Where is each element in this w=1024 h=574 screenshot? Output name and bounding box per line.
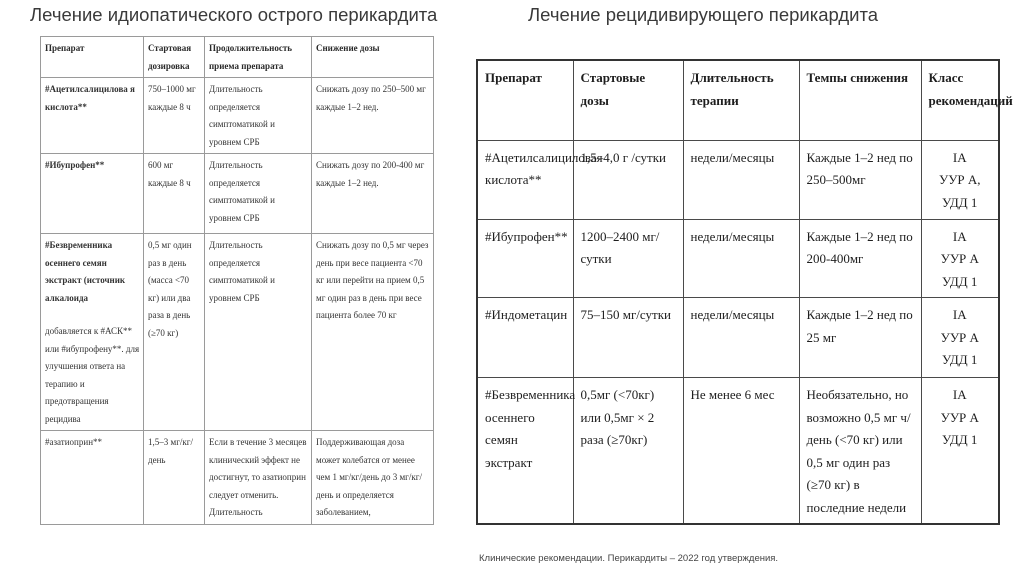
table-row — [41, 431, 434, 525]
table-row — [477, 219, 999, 298]
class-level: IA — [952, 149, 967, 165]
taper-cell: Необязательно, но возможно 0,5 мг ч/день (<70 кг) или 0,5 мг один раз (≥70 кг) в последние недели — [799, 378, 921, 525]
drug-cell — [41, 78, 144, 154]
header-therapy-duration: Длительность терапии — [683, 60, 799, 140]
class-uur: УУР А — [940, 409, 979, 425]
class-udd: УДД 1 — [942, 273, 978, 289]
class-cell — [921, 219, 999, 298]
header-taper: Снижение дозы — [312, 37, 434, 78]
class-level: IA — [952, 387, 967, 402]
dose-cell: 600 мг каждые 8 ч — [144, 154, 205, 234]
drug-name: #Ацетилсалицилова я кислота** — [45, 84, 135, 112]
class-level: IA — [952, 307, 967, 322]
recurrent-pericarditis-table — [476, 59, 1013, 525]
header-start-dose: Стартовая дозировка — [144, 37, 205, 78]
taper-cell: Поддерживающая доза может колебатся от менее чем 1 мг/кг/день до 3 мг/кг/день и определяется заболеванием, — [312, 431, 434, 525]
drug-cell: #Ибупрофен** — [477, 219, 573, 298]
drug-cell — [41, 431, 144, 525]
table-row — [477, 378, 999, 525]
class-udd: УДД 1 — [942, 194, 978, 210]
drug-cell: #Безвременника осеннего семян экстракт — [477, 378, 573, 525]
header-recommendation-class: Класс рекомендаций — [921, 60, 999, 140]
dose-cell: 750–1000 мг каждые 8 ч — [144, 78, 205, 154]
header-start-doses: Стартовые дозы — [573, 60, 683, 140]
duration-cell: Длительность определяется симптоматикой и уровнем СРБ — [205, 154, 312, 234]
taper-cell: Каждые 1–2 нед по 250–500мг — [799, 140, 921, 219]
header-drug: Препарат — [41, 37, 144, 78]
source-caption: Клинические рекомендации. Перикардиты – 2022 год утверждения. — [479, 553, 779, 564]
duration-cell: недели/месяцы — [683, 219, 799, 298]
dose-cell: 0,5мг (<70кг) или 0,5мг × 2 раза (≥70кг) — [573, 378, 683, 525]
dose-cell: 0,5 мг один раз в день (масса <70 кг) или два раза в день (≥70 кг) — [144, 234, 205, 431]
taper-cell: Каждые 1–2 нед по 25 мг — [799, 298, 921, 378]
table-header-row — [41, 37, 434, 78]
duration-cell: Если в течение 3 месяцев клинический эффект не достигнут, то азатиоприн следует отменить. Длительность — [205, 431, 312, 525]
dose-cell: 1,5–4,0 г /сутки — [573, 140, 683, 219]
duration-cell: недели/месяцы — [683, 298, 799, 378]
taper-cell: Снижать дозу по 0,5 мг через день при весе пациента <70 кг или перейти на прием 0,5 мг один раз в день при весе пациента более 70 кг — [312, 234, 434, 431]
class-cell — [921, 140, 999, 219]
header-taper-rate: Темпы снижения — [799, 60, 921, 140]
dose-cell: 1,5–3 мг/кг/день — [144, 431, 205, 525]
header-duration: Продолжительность приема препарата — [205, 37, 312, 78]
table-row — [41, 234, 434, 431]
dose-cell: 1200–2400 мг/сутки — [573, 219, 683, 298]
drug-cell: #Ацетилсалициловая кислота** — [477, 140, 573, 219]
drug-note: добавляется к #АСК** или #ибупрофену**. для улучшения ответа на терапию и предотвращения рецидива — [45, 326, 140, 424]
duration-cell: Длительность определяется симптоматикой и уровнем СРБ — [205, 234, 312, 431]
drug-name: #Безвременника осеннего семян экстракт (источник алкалоида — [45, 240, 126, 303]
table-row — [477, 140, 999, 219]
class-udd: УДД 1 — [942, 432, 978, 447]
class-level: IA — [952, 228, 967, 244]
drug-name: #азатиоприн** — [45, 437, 103, 447]
class-uur: УУР А — [940, 251, 979, 266]
header-drug: Препарат — [477, 60, 573, 140]
class-uur: УУР А — [940, 329, 979, 345]
table-header-row — [477, 60, 999, 140]
class-uur: УУР А, — [938, 172, 981, 187]
duration-cell: Длительность определяется симптоматикой и уровнем СРБ — [205, 78, 312, 154]
table-row — [41, 154, 434, 234]
class-cell — [921, 298, 999, 378]
drug-cell — [41, 234, 144, 431]
table-row — [477, 298, 999, 378]
taper-cell: Снижать дозу по 250–500 мг каждые 1–2 нед. — [312, 78, 434, 154]
duration-cell: Не менее 6 мес — [683, 378, 799, 525]
left-section-title: Лечение идиопатического острого перикардита — [30, 4, 438, 25]
dose-cell: 75–150 мг/сутки — [573, 298, 683, 378]
class-udd: УДД 1 — [942, 352, 978, 367]
duration-cell: недели/месяцы — [683, 140, 799, 219]
drug-cell — [41, 154, 144, 234]
taper-cell: Снижать дозу по 200-400 мг каждые 1–2 нед. — [312, 154, 434, 234]
drug-name: #Ибупрофен** — [45, 160, 105, 170]
table-row — [41, 78, 434, 154]
right-section-title: Лечение рецидивирующего перикардита — [528, 4, 879, 25]
drug-cell: #Индометацин — [477, 298, 573, 378]
class-cell — [921, 378, 999, 525]
taper-cell: Каждые 1–2 нед по 200-400мг — [799, 219, 921, 298]
acute-pericarditis-table — [40, 36, 434, 525]
